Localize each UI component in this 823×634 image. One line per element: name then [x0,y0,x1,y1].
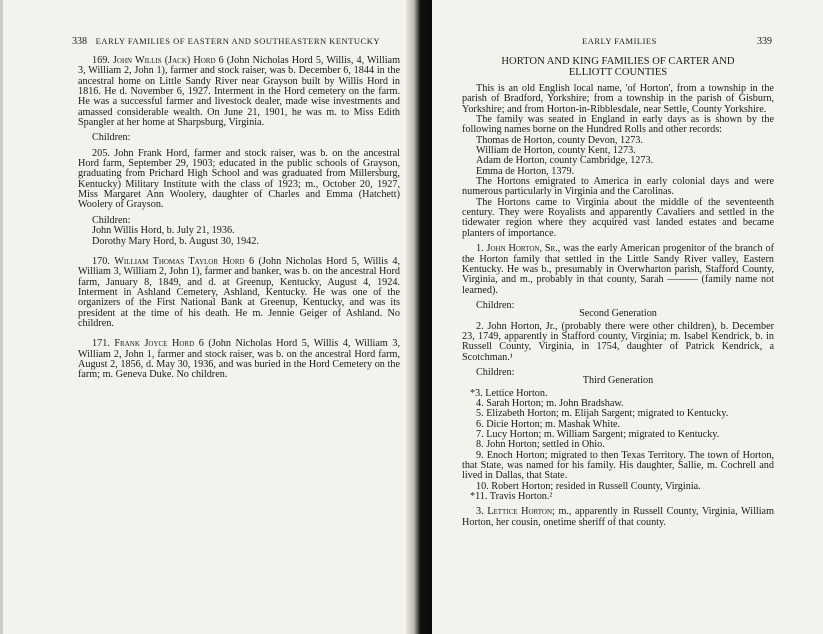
right-page [432,0,823,634]
left-running-head-text: EARLY FAMILIES OF EASTERN AND SOUTHEASTERN KENTUCKY [95,36,380,46]
list-item: William de Horton, county Kent, 1273. [476,145,636,157]
list-item: 6. Dicie Horton; m. Mashak White. [476,418,621,430]
left-page-number: 338 [72,36,87,47]
paragraph: This is an old English local name, 'of Horton', from a township in the parish of Bradford, Yorkshire; from a township in the parish of Gisburn, Yorkshire; and from Horton-in-Ribblesdale, near Settle, County Yorkshire. [462,83,774,115]
entry-3: 3. Lettice Horton; m., apparently in Russell County, Virginia, William Horton, her cousin, onetime sheriff of that county. [462,506,775,528]
entry-171-name: Frank Joyce Hord [114,338,195,350]
book-gutter [406,0,432,634]
children-label: Children: [476,366,515,378]
list-item: *3. Lettice Horton. [470,387,548,399]
entry-169-name: John Willis (Jack) Hord [112,55,216,66]
left-page [0,0,406,634]
paragraph: The Hortons emigrated to America in early colonial days and were numerous particularly in Virginia and the Carolinas. [462,176,774,198]
children-label: Children: [92,132,131,144]
entry-3-name: Lettice Horton [487,506,553,518]
chapter-title: HORTON AND KING FAMILIES OF CARTER AND ELLIOTT COUNTIES [501,56,735,78]
list-item: 5. Elizabeth Horton; m. Elijah Sargent; migrated to Kentucky. [476,408,729,420]
list-item: Emma de Horton, 1379. [476,165,575,177]
entry-2: 2. John Horton, Jr., (probably there were other children), b. December 23, 1749, apparently in Stafford county, Virginia; m. Isabel Kendrick, b. in Russell County, Virginia, in 1754, daughter of Patrick Kendrick, a Scotchman.¹ [462,320,774,363]
entry-170: 170. William Thomas Taylor Hord 6 (John Nicholas Hord 5, Willis 4, William 3, William 2, John 1), farmer and banker, was b. on the ancestral Hord farm, January 8, 1849, and d. at Greenup, Kentucky, August 4, 1924. Interment in Ashland Cemetery, Ashland, Kentucky. He was one of the organizers of the First National Bank at Greenup, Kentucky, and was its president at the time of his death. He m. Jennie Geiger of Ashland. No children. [78,255,400,329]
right-page-body [462,56,774,528]
right-page-number: 339 [757,36,772,47]
list-item: 8. John Horton; settled in Ohio. [476,439,605,451]
list-item: 4. Sarah Horton; m. John Bradshaw. [476,397,624,409]
list-item: Thomas de Horton, county Devon, 1273. [476,134,643,146]
left-running-head [72,36,392,47]
entry-170-name: William Thomas Taylor Hord [114,255,245,267]
list-item: John Willis Hord, b. July 21, 1936. [92,225,235,237]
entry-1-name: John Horton, Sr. [486,243,558,255]
entry-171: 171. Frank Joyce Hord 6 (John Nicholas Hord 5, Willis 4, William 3, William 2, John 1, farmer and stock raiser, was b. on the ancestral Hord farm, August 2, 1856, d. May 30, 1936, and was buried in the Hord Cemetery on the farm; m. Geneva Duke. No children. [78,338,401,381]
generation-heading: Third Generation [582,375,654,387]
list-item: 9. Enoch Horton; migrated to then Texas Territory. The town of Horton, that State, was named for his family. His daughter, Sallie, m. Cochrell and lived in Dallas, that State. [462,449,774,482]
children-label: Children: [476,299,515,311]
entry-169: 169. John Willis (Jack) Hord 6 (John Nicholas Hord 5, Willis, 4, William 3, William 2, John 1), farmer and stock raiser, was b. December 6, 1844 in the ancestral home on Little Sandy River near Grayson built by Willis Hord in 1816. He d. November 6, 1927. Interment in the Hord cemetery on the farm. He was a successful farmer and livestock dealer, made wise investments and amassed considerable wealth. On June 21, 1901, he was m. to Miss Edith Spangler at her home at Sharpsburg, Virginia. [78,55,401,129]
list-item: *11. Travis Horton.² [470,491,553,503]
entry-1: 1. John Horton, Sr., was the early American progenitor of the branch of the Horton family that settled in the Little Sandy River valley, Eastern Kentucky. He was b., presumably in Overwharton parish, Stafford County, Virginia, and m., probably in that county, Sarah ——— (family name not learned). [462,243,774,296]
paragraph: The family was seated in England in early days as is shown by the following names borne on the Hundred Rolls and other records: [462,114,774,136]
left-page-body [78,56,400,381]
page-edge [0,0,3,634]
generation-heading: Second Generation [579,308,657,320]
entry-205: 205. John Frank Hord, farmer and stock raiser, was b. on the ancestral Hord farm, September 29, 1903; educated in the public schools of Grayson, graduating from Prichard High School and was graduated from Millersburg, Kentucky) Military Institute with the class of 1923; m., October 20, 1927, Miss Margaret Ann Woolery, daughter of Charles and Emma (Hatchett) Woolery of Grayson. [78,147,400,211]
list-item: 7. Lucy Horton; m. William Sargent; migrated to Kentucky. [476,429,720,440]
list-item: Dorothy Mary Hord, b. August 30, 1942. [92,235,259,247]
right-running-head-text: EARLY FAMILIES [582,36,657,46]
children-label: Children: [92,214,131,226]
list-item: 10. Robert Horton; resided in Russell County, Virginia. [476,480,701,492]
paragraph: The Hortons came to Virginia about the middle of the seventeenth century. They were Royalists and apparently Cavaliers and settled in the tidewater region where they acquired vast landed estates and became planters of importance. [462,196,774,239]
list-item: Adam de Horton, county Cambridge, 1273. [476,155,654,167]
